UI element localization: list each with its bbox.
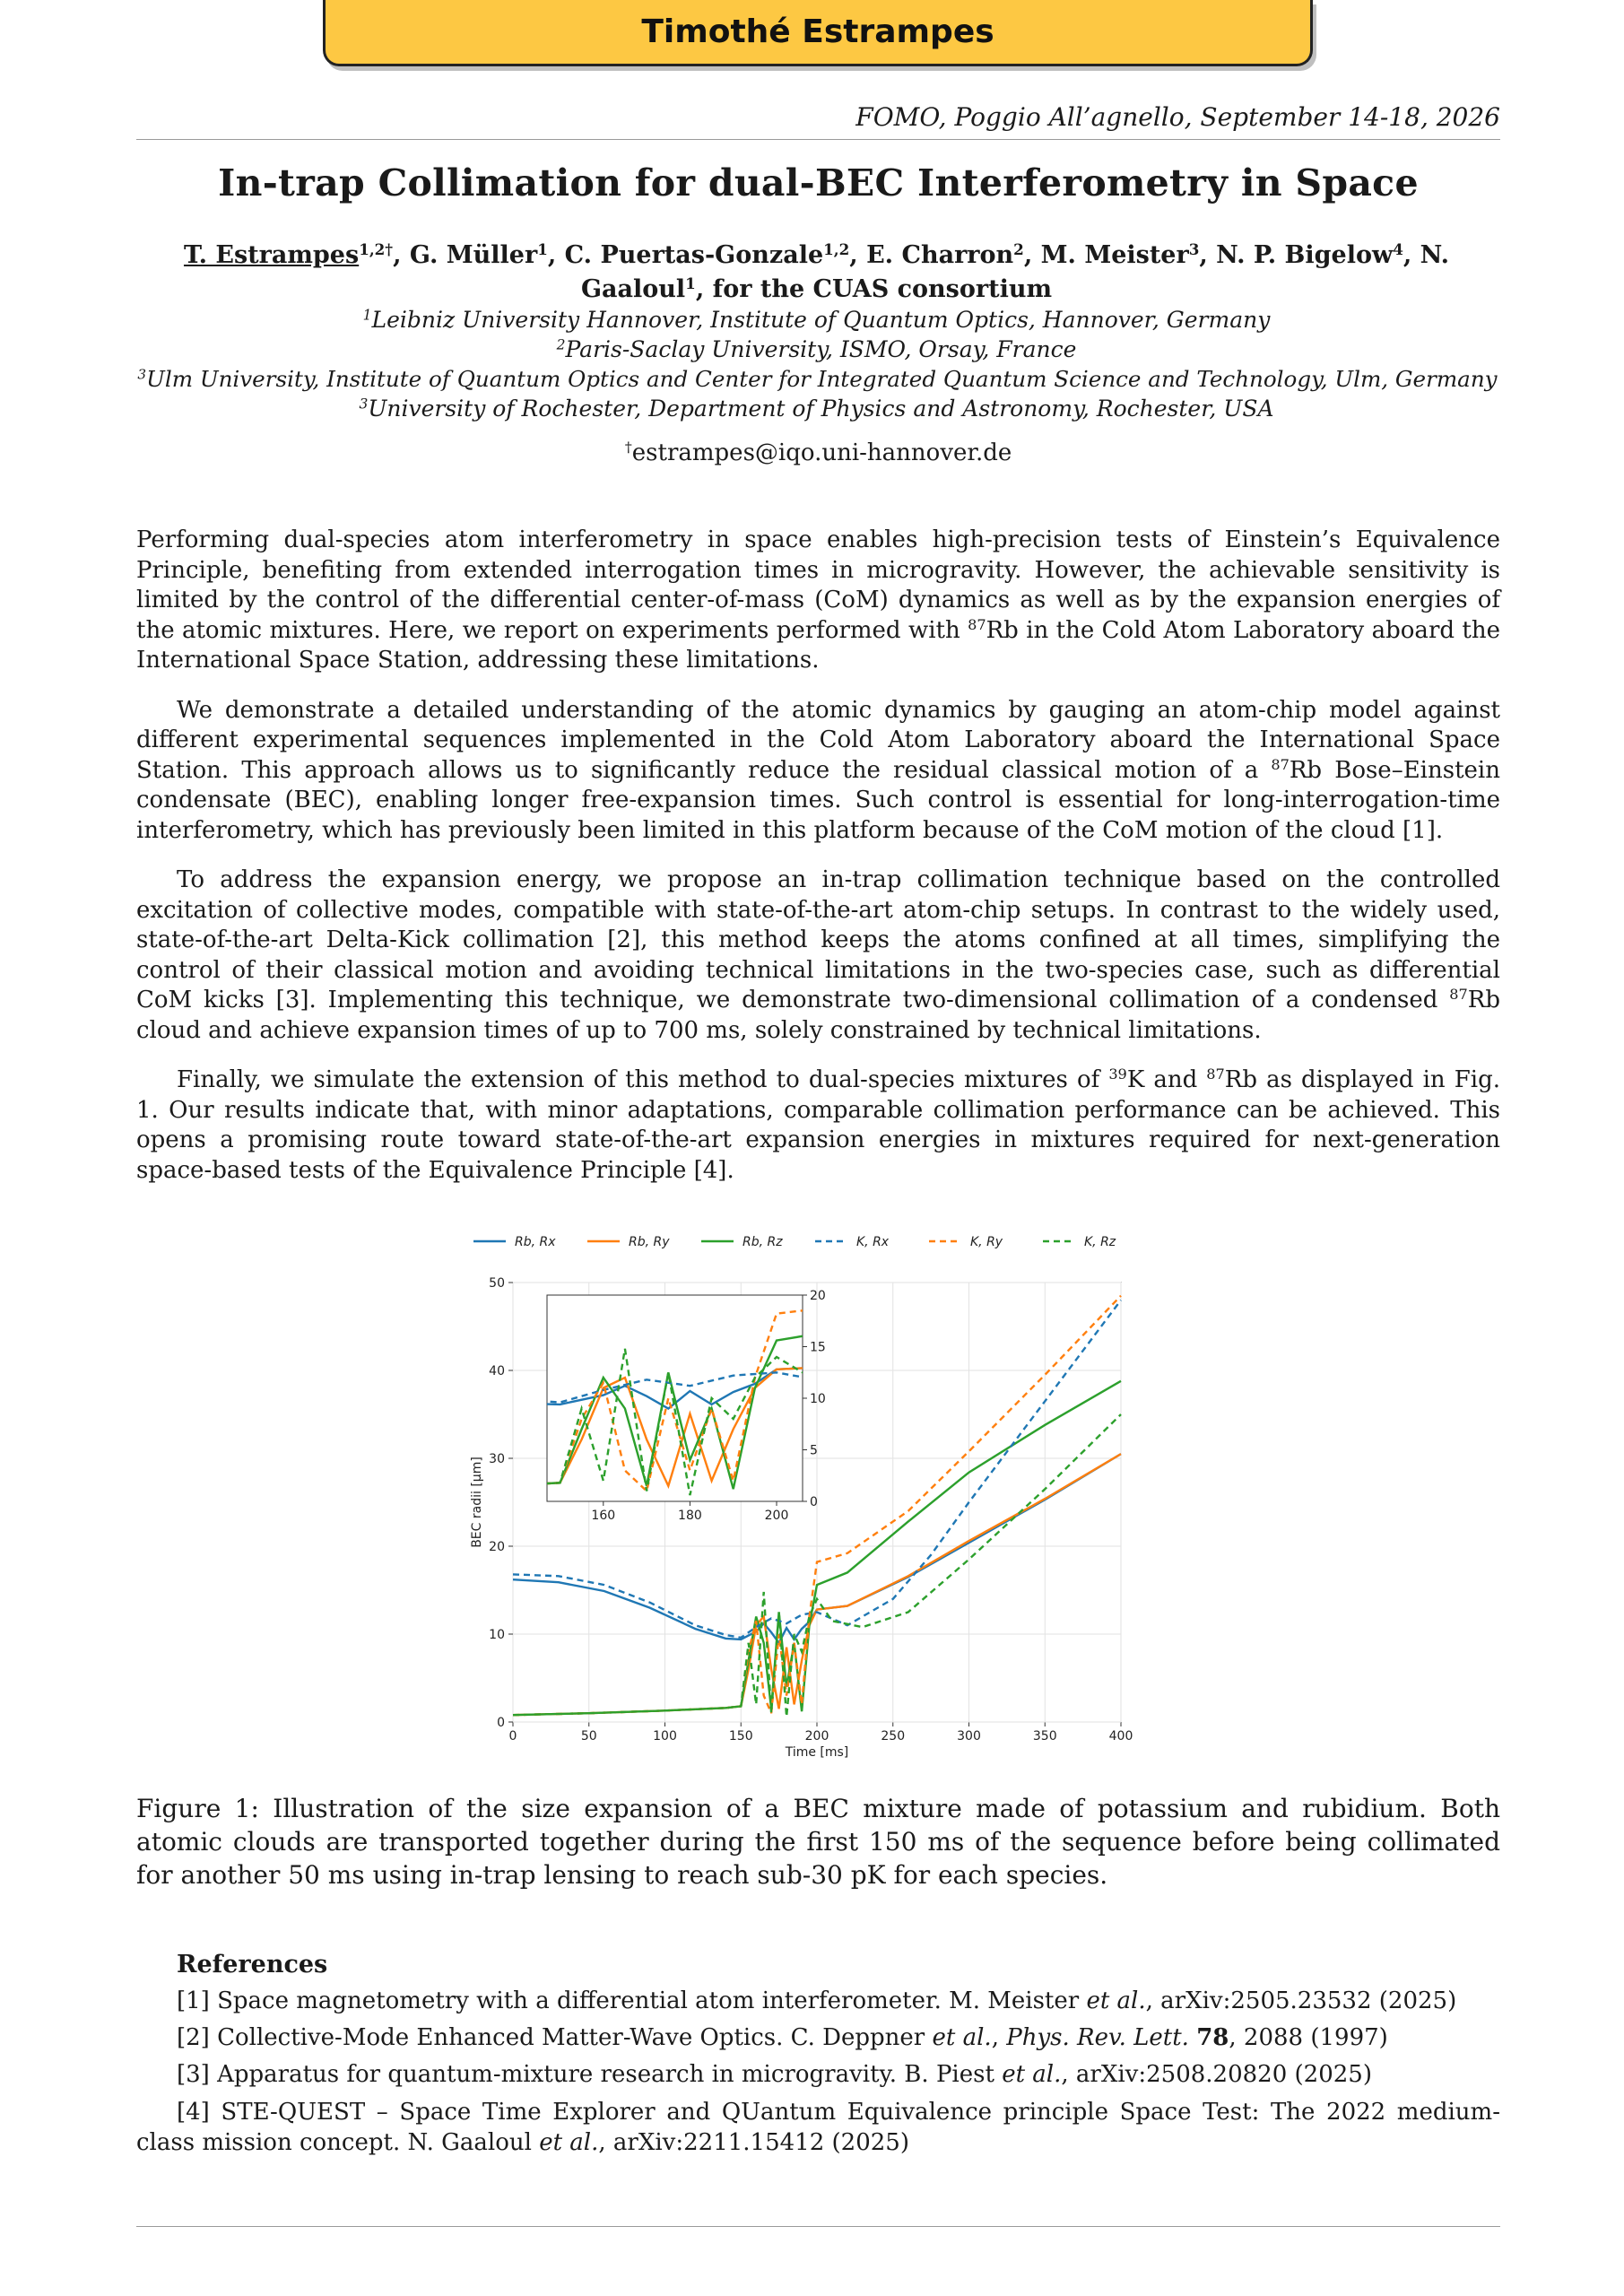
x-tick-label: 150 [728, 1729, 753, 1744]
author-3: , C. Puertas-Gonzale [547, 241, 824, 269]
affiliation-1-text: Leibniz University Hannover, Institute of Quantum Optics, Hannover, Germany [371, 307, 1271, 333]
author-3-sup: 1,2 [823, 239, 850, 258]
abstract-body [136, 526, 1500, 1205]
x-tick-label: 50 [580, 1729, 597, 1744]
email-text[interactable]: estrampes@iqo.uni-hannover.de [631, 439, 1012, 466]
x-tick-label: 400 [1108, 1729, 1133, 1744]
inset-y-tick-label: 10 [810, 1392, 826, 1406]
legend-label-3: K, Rx [856, 1235, 890, 1249]
author-4: , E. Charron [849, 241, 1014, 269]
paragraph-3: To address the expansion energy, we propose an in-trap collimation technique based on the controlled excitation of collective modes, compatible with state-of-the-art atom-chip setups. In contrast to the widely used, state-of-the-art Delta-Kick collimation [2], this method keeps the atoms confined at all times, simplifying the control of their classical motion and avoiding technical limitations in the two-species case, such as differential CoM kicks [3]. Implementing this technique, we demonstrate two-dimensional collimation of a condensed $^{87}$Rb cloud and achieve expansion times of up to 700 ms, solely constrained by technical limitations. [136, 866, 1500, 1044]
references-section [136, 1946, 1500, 2158]
y-tick-label: 20 [489, 1540, 505, 1554]
author-list [143, 239, 1489, 307]
y-tick-label: 10 [489, 1628, 505, 1642]
affiliation-2-sup: 2 [556, 336, 566, 353]
figure-caption: Figure 1: Illustration of the size expansion of a BEC mixture made of potassium and rubidium. Both atomic clouds are transported together during the first 150 ms of the sequence before being collimated for another 50 ms using in-trap lensing to reach sub-30 pK for each species. [136, 1794, 1500, 1890]
author-first: T. Estrampes [183, 241, 360, 269]
paragraph-1: Performing dual-species atom interferometry in space enables high-precision tests of Einstein’s Equivalence Principle, benefiting from extended interrogation times in microgravity. However, the achievable sensitivity is limited by the control of the differential center-of-mass (CoM) dynamics as well as by the expansion energies of the atomic mixtures. Here, we report on experiments performed with $^{87}$Rb in the Cold Atom Laboratory aboard the International Space Station, addressing these limitations. [136, 526, 1500, 674]
email-dagger: † [624, 439, 632, 457]
y-tick-label: 50 [489, 1276, 505, 1291]
header-rule [136, 139, 1500, 140]
author-7-sup: 1 [685, 274, 696, 292]
author-2-sup: 1 [537, 239, 548, 258]
y-axis-label: BEC radii [µm] [470, 1457, 484, 1548]
author-6: , N. P. Bigelow [1199, 241, 1394, 269]
x-tick-label: 0 [508, 1729, 517, 1744]
affiliation-2 [126, 335, 1507, 364]
x-tick-label: 250 [881, 1729, 906, 1744]
affiliation-4 [126, 394, 1507, 423]
affiliation-1-sup: 1 [362, 307, 372, 324]
references-heading: References [177, 1951, 328, 1979]
reference-4: [4] STE-QUEST – Space Time Explorer and QUantum Equivalence principle Space Test: The 2022 medium-class mission concept. N. Gaaloul et al., arXiv:2211.15412 (2025) [136, 2099, 1500, 2156]
legend-label-0: Rb, Rx [515, 1235, 556, 1249]
affiliation-3-sup: 3 [137, 366, 147, 383]
affiliation-4-text: University of Rochester, Department of Physics and Astronomy, Rochester, USA [368, 396, 1274, 422]
affiliation-3-text: Ulm University, Institute of Quantum Optics and Center for Integrated Quantum Science and Technology, Ulm, Germany [146, 366, 1498, 392]
paragraph-2: We demonstrate a detailed understanding of the atomic dynamics by gauging an atom-chip model against different experimental sequences implemented in the Cold Atom Laboratory aboard the International Space Station. This approach allows us to significantly reduce the residual classical motion of a $^{87}$Rb Bose–Einstein condensate (BEC), enabling longer free-expansion times. Such control is essential for long-interrogation-time interferometry, which has previously been limited in this platform because of the CoM motion of the cloud [1]. [136, 696, 1500, 844]
inset-y-tick-label: 15 [810, 1340, 826, 1355]
legend-label-4: K, Ry [970, 1235, 1003, 1249]
author-7: , N. Gaaloul [580, 241, 1450, 303]
conference-line: FOMO, Poggio All’agnello, September 14-18, 2026 [855, 102, 1500, 132]
consortium: , for the CUAS consortium [695, 275, 1053, 303]
affiliation-1 [126, 305, 1507, 335]
legend-label-1: Rb, Ry [629, 1235, 670, 1249]
inset-y-tick-label: 20 [810, 1289, 826, 1303]
affiliation-3 [133, 364, 1502, 394]
presenter-name: Timothé Estrampes [641, 13, 994, 50]
y-tick-label: 0 [497, 1716, 505, 1730]
reference-1: [1] Space magnetometry with a differential atom interferometer. M. Meister et al., arXiv:2505.23532 (2025) [177, 1987, 1457, 2014]
y-tick-label: 40 [489, 1364, 505, 1378]
figure-1-chart [466, 1222, 1157, 1760]
x-tick-label: 100 [653, 1729, 677, 1744]
affiliation-4-sup: 3 [359, 396, 369, 413]
inset-y-tick-label: 5 [810, 1443, 818, 1458]
inset-x-tick-label: 200 [764, 1509, 789, 1523]
inset-x-tick-label: 160 [591, 1509, 616, 1523]
legend-label-5: K, Rz [1084, 1235, 1116, 1249]
presenter-banner [323, 0, 1313, 66]
legend-label-2: Rb, Rz [743, 1235, 783, 1249]
author-5-sup: 3 [1188, 239, 1200, 258]
author-first-sup: 1,2† [359, 239, 394, 258]
contact-email[interactable] [136, 439, 1500, 466]
paper-title: In-trap Collimation for dual-BEC Interferometry in Space [218, 161, 1419, 204]
x-tick-label: 300 [957, 1729, 981, 1744]
inset-x-tick-label: 180 [678, 1509, 702, 1523]
author-6-sup: 4 [1393, 239, 1403, 258]
paragraph-4: Finally, we simulate the extension of this method to dual-species mixtures of $^{39}$K and $^{87}$Rb as displayed in Fig. 1. Our results indicate that, with minor adaptations, comparable collimation performance can be achieved. This opens a promising route toward state-of-the-art expansion energies in mixtures required for next-generation space-based tests of the Equivalence Principle [4]. [136, 1065, 1500, 1184]
reference-2: [2] Collective-Mode Enhanced Matter-Wave Optics. C. Deppner et al., Phys. Rev. Lett. 78, 2088 (1997) [177, 2024, 1388, 2051]
inset-y-tick-label: 0 [810, 1495, 818, 1509]
author-5: , M. Meister [1023, 241, 1189, 269]
reference-3: [3] Apparatus for quantum-mixture research in microgravity. B. Piest et al., arXiv:2508.20820 (2025) [177, 2061, 1372, 2088]
affiliation-2-text: Paris-Saclay University, ISMO, Orsay, France [565, 336, 1077, 362]
x-tick-label: 200 [804, 1729, 829, 1744]
y-tick-label: 30 [489, 1452, 505, 1466]
x-axis-label: Time [ms] [785, 1745, 849, 1760]
footer-rule [136, 2226, 1500, 2227]
x-tick-label: 350 [1032, 1729, 1057, 1744]
author-2: , G. Müller [393, 241, 538, 269]
author-4-sup: 2 [1013, 239, 1024, 258]
